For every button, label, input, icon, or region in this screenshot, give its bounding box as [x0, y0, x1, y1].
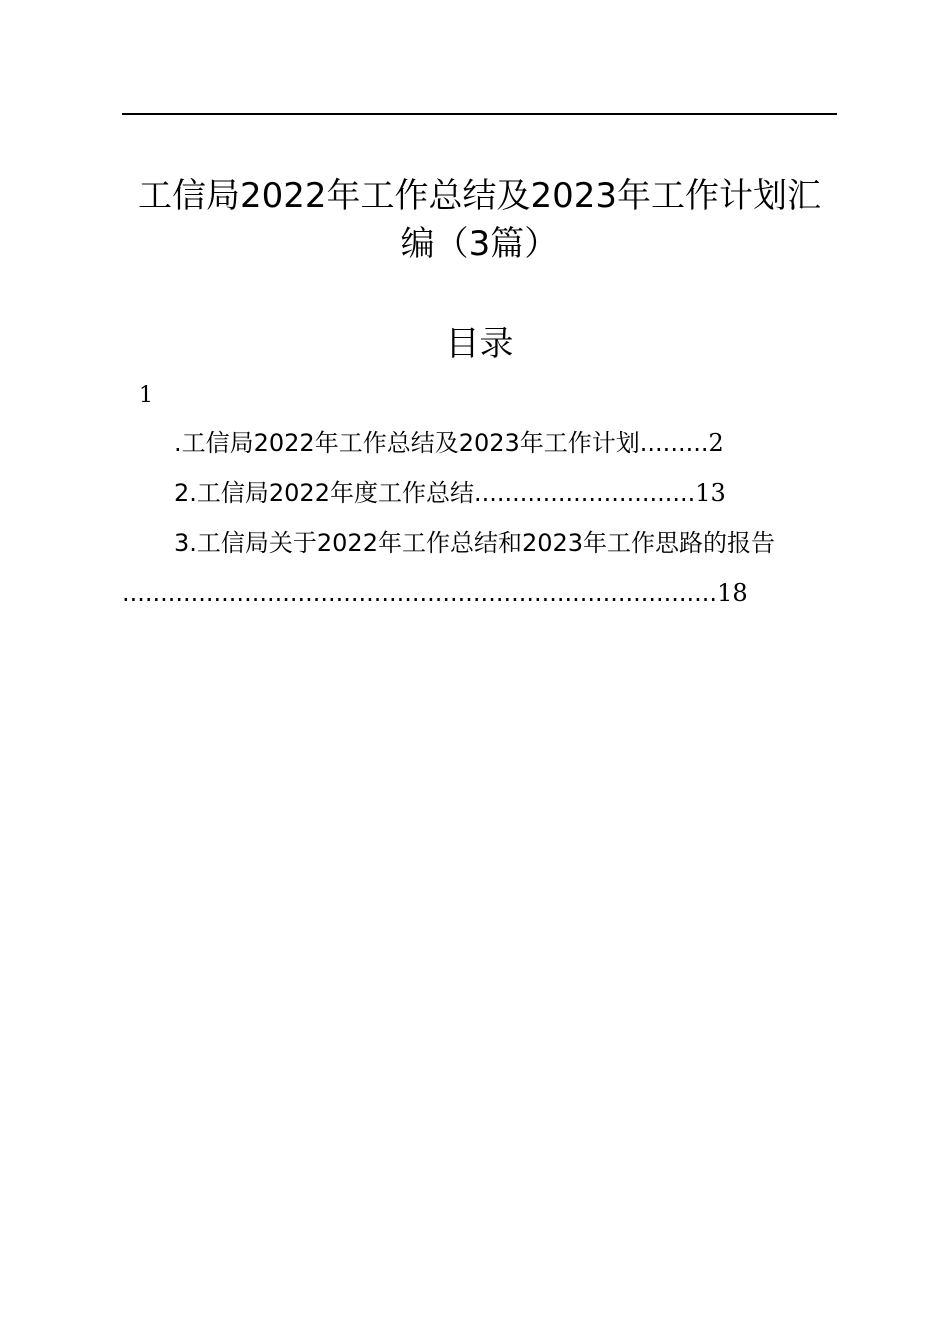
toc-entry-label: 2.工信局2022年度工作总结	[174, 479, 474, 507]
toc-entry-page: 13	[695, 479, 726, 507]
toc-entry-label: .工信局2022年工作总结及2023年工作计划	[174, 429, 640, 457]
document-title-line-2: 编（3篇）	[400, 224, 559, 264]
document-title-line-1: 工信局2022年工作总结及2023年工作计划汇	[137, 176, 822, 216]
stray-number: 1	[139, 383, 153, 408]
toc-heading: 目录	[445, 324, 514, 364]
toc-entry-page: 2	[708, 429, 724, 457]
toc-entry-label: 3.工信局关于2022年工作总结和2023年工作思路的报告	[174, 529, 776, 557]
toc-entry-3[interactable]	[174, 528, 775, 558]
toc-entry-leader: .............................	[473, 479, 696, 507]
toc-entry-leader: ..............................................................................	[122, 579, 718, 607]
toc-entry-leader: .........	[639, 429, 709, 457]
header-rule	[122, 113, 837, 115]
toc-entry-1[interactable]	[174, 428, 724, 458]
toc-entry-page: 18	[717, 579, 748, 607]
toc-entry-3-continuation[interactable]	[122, 578, 837, 608]
toc-entry-2[interactable]	[174, 478, 726, 508]
